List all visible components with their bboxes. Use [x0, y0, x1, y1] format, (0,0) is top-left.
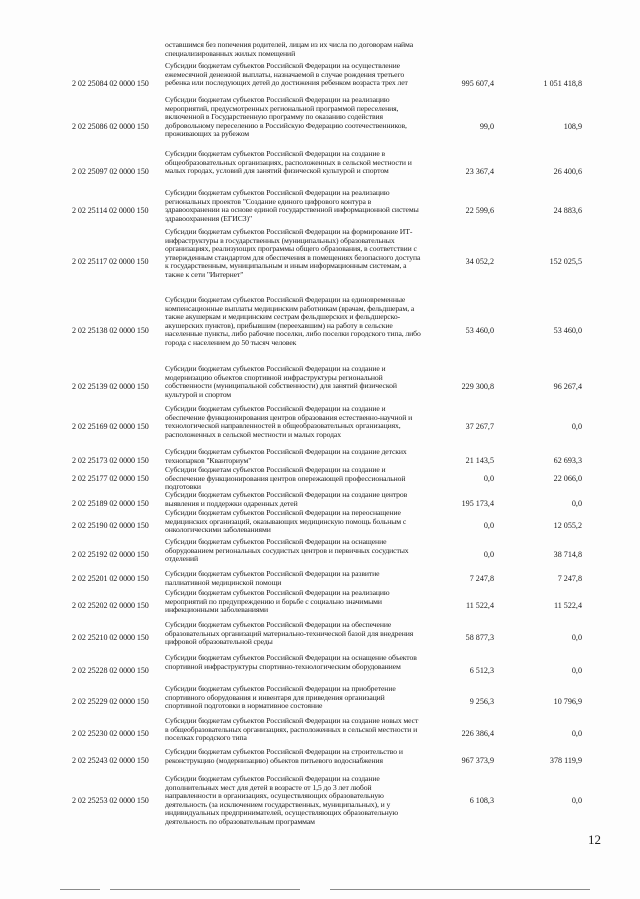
budget-code: 2 02 25086 02 0000 150 — [72, 122, 149, 131]
amount-year-2: 38 714,8 — [553, 550, 582, 559]
amount-year-1: 226 386,4 — [461, 729, 494, 738]
subsidy-description: Субсидии бюджетам субъектов Российской Федерации на строительство и реконструкцию (модернизацию) объектов питьевого водоснабжения — [165, 747, 403, 765]
subsidy-description: Субсидии бюджетам субъектов Российской Федерации на переоснащение медицинских организаций, оказывающих медицинскую помощь больным с онкологическими заболеваниями — [165, 508, 407, 535]
amount-year-2: 11 522,4 — [553, 601, 582, 610]
budget-code: 2 02 25117 02 0000 150 — [72, 257, 149, 266]
amount-year-2: 22 066,0 — [553, 474, 582, 483]
subsidy-description: Субсидии бюджетам субъектов Российской Федерации на создание и модернизацию объектов спортивной инфраструктуры региональной собственности (муниципальной собственности) для занятий физической культурой и спортом — [165, 364, 397, 399]
subsidy-description: Субсидии бюджетам субъектов Российской Федерации на оснащение оборудованием региональных сосудистых центров и первичных сосудистых отделений — [165, 537, 409, 564]
budget-code: 2 02 25229 02 0000 150 — [72, 697, 149, 706]
amount-year-2: 62 693,3 — [553, 456, 582, 465]
table-row — [0, 228, 640, 296]
budget-code: 2 02 25169 02 0000 150 — [72, 422, 149, 431]
table-row — [0, 150, 640, 193]
subsidy-description: Субсидии бюджетам субъектов Российской Федерации на развитие паллиативной медицинской помощи — [165, 569, 380, 587]
amount-year-2: 0,0 — [571, 729, 582, 738]
table-row — [0, 538, 640, 572]
amount-year-2: 0,0 — [571, 499, 582, 508]
page-number: 12 — [588, 832, 601, 847]
budget-code: 2 02 25138 02 0000 150 — [72, 326, 149, 335]
subsidy-description: Субсидии бюджетам субъектов Российской Федерации на приобретение спортивного оборудования и инвентаря для приведения организаций спортивной подготовки в нормативное состояние — [165, 684, 396, 711]
scan-artifact-line — [60, 889, 100, 890]
budget-code: 2 02 25189 02 0000 150 — [72, 499, 149, 508]
subsidy-description: Субсидии бюджетам субъектов Российской Федерации на создание в общеобразовательных организациях, расположенных в сельской местности и малых городах, условий для занятий физической культурой и спортом — [165, 149, 412, 176]
table-row — [0, 654, 640, 688]
amount-year-1: 195 173,4 — [461, 499, 494, 508]
amount-year-2: 96 267,4 — [553, 382, 582, 391]
table-row — [0, 466, 640, 492]
amount-year-2: 0,0 — [571, 666, 582, 675]
subsidy-description: Субсидии бюджетам субъектов Российской Федерации на единовременные компенсационные выплаты медицинским работникам (врачам, фельдшерам, а также акушеркам и медицинским сестрам фельдшерских и фельдшерско-акушерских пунктов), прибывшим (переехавшим) на работу в сельские населенные пункты, либо рабочие поселки, либо поселки городского типа, либо города с населением до 50 тысяч человек — [165, 295, 421, 347]
amount-year-2: 12 055,2 — [553, 521, 582, 530]
amount-year-1: 99,0 — [479, 122, 494, 131]
amount-year-1: 23 367,4 — [465, 167, 494, 176]
amount-year-1: 967 373,9 — [461, 756, 494, 765]
amount-year-2: 378 119,9 — [549, 756, 582, 765]
amount-year-2: 53 460,0 — [553, 326, 582, 335]
budget-code: 2 02 25253 02 0000 150 — [72, 796, 149, 805]
amount-year-1: 7 247,8 — [469, 574, 494, 583]
amount-year-1: 229 300,8 — [461, 382, 494, 391]
amount-year-1: 6 512,3 — [469, 666, 494, 675]
amount-year-2: 26 400,6 — [553, 167, 582, 176]
table-row — [0, 621, 640, 655]
amount-year-1: 0,0 — [483, 521, 494, 530]
amount-year-2: 7 247,8 — [557, 574, 582, 583]
amount-year-1: 22 599,6 — [465, 206, 494, 215]
amount-year-1: 37 267,7 — [465, 422, 494, 431]
table-row — [0, 189, 640, 232]
budget-code: 2 02 25230 02 0000 150 — [72, 729, 149, 738]
budget-code: 2 02 25177 02 0000 150 — [72, 474, 149, 483]
subsidy-description: Субсидии бюджетам субъектов Российской Федерации на создание новых мест в общеобразовательных организациях, расположенных в сельской местности и поселках городского типа — [165, 716, 419, 743]
amount-year-2: 10 796,9 — [553, 697, 582, 706]
subsidy-description: Субсидии бюджетам субъектов Российской Федерации на создание дополнительных мест для детей в возрасте от 1,5 до 3 лет любой направленности в организациях, осуществляющих образовательную деятельность (за исключением государственных, муниципальных), и у индивидуальных предпринимателей, осуществляющих образовательную деятельность по образовательным программам — [165, 774, 399, 826]
amount-year-2: 24 883,6 — [553, 206, 582, 215]
table-row — [0, 570, 640, 587]
amount-year-2: 108,9 — [563, 122, 582, 131]
table-row — [0, 748, 640, 774]
amount-year-1: 9 256,3 — [469, 697, 494, 706]
amount-year-1: 6 108,3 — [469, 796, 494, 805]
table-row — [0, 685, 640, 719]
table-row — [0, 717, 640, 751]
amount-year-2: 152 025,5 — [549, 257, 582, 266]
budget-code: 2 02 25201 02 0000 150 — [72, 574, 149, 583]
subsidy-description: Субсидии бюджетам субъектов Российской Федерации на осуществление ежемесячной денежной выплаты, назначаемой в случае рождения третьего ребенка или последующих детей до достижения ребенком возраста трех лет — [165, 61, 408, 88]
subsidy-description: Субсидии бюджетам субъектов Российской Федерации на реализацию мероприятий, предусмотренных региональной программой переселения, включенной в Государственную программу по оказанию содействия добровольному переселению в Российскую Федерацию соотечественников, проживающих за рубежом — [165, 95, 407, 139]
amount-year-1: 995 607,4 — [461, 79, 494, 88]
budget-code: 2 02 25210 02 0000 150 — [72, 633, 149, 642]
table-row — [0, 296, 640, 365]
amount-year-1: 0,0 — [483, 474, 494, 483]
budget-code: 2 02 25084 02 0000 150 — [72, 79, 149, 88]
subsidy-description: Субсидии бюджетам субъектов Российской Федерации на реализацию региональных проектов "Создание единого цифрового контура в здравоохранении на основе единой государственной информационной системы здравоохранения (ЕГИСЗ)" — [165, 188, 419, 223]
table-row — [0, 405, 640, 448]
amount-year-1: 58 877,3 — [465, 633, 494, 642]
budget-code: 2 02 25243 02 0000 150 — [72, 756, 149, 765]
budget-code: 2 02 25192 02 0000 150 — [72, 550, 149, 559]
budget-code: 2 02 25190 02 0000 150 — [72, 521, 149, 530]
amount-year-2: 0,0 — [571, 633, 582, 642]
budget-code: 2 02 25114 02 0000 150 — [72, 206, 149, 215]
amount-year-1: 11 522,4 — [465, 601, 494, 610]
budget-code: 2 02 25139 02 0000 150 — [72, 382, 149, 391]
scan-artifact-line — [330, 889, 590, 890]
budget-code: 2 02 25202 02 0000 150 — [72, 601, 149, 610]
subsidy-description: Субсидии бюджетам субъектов Российской Федерации на создание центров выявления и поддержки одаренных детей — [165, 490, 408, 508]
budget-code: 2 02 25228 02 0000 150 — [72, 666, 149, 675]
subsidy-description: Субсидии бюджетам субъектов Российской Федерации на оснащение объектов спортивной инфраструктуры спортивно-технологическим оборудованием — [165, 653, 417, 671]
amount-year-2: 1 051 418,8 — [543, 79, 582, 88]
table-row — [0, 589, 640, 623]
table-row — [0, 775, 640, 827]
amount-year-1: 53 460,0 — [465, 326, 494, 335]
subsidy-description: Субсидии бюджетам субъектов Российской Федерации на создание и обеспечение функционирования центров образования естественно-научной и технологической направленностей в общеобразовательных организациях, расположенных в сельской местности и малых городах — [165, 404, 413, 439]
continuation-text: оставшимся без попечения родителей, лицам из их числа по договорам найма специализированных жилых помещений — [165, 40, 414, 58]
budget-code: 2 02 25173 02 0000 150 — [72, 456, 149, 465]
subsidy-description: Субсидии бюджетам субъектов Российской Федерации на обеспечение образовательных организаций материально-технической базой для внедрения цифровой образовательной среды — [165, 620, 414, 647]
amount-year-2: 0,0 — [571, 796, 582, 805]
subsidy-description: Субсидии бюджетам субъектов Российской Федерации на формирование ИТ-инфраструктуры в государственных (муниципальных) образовательных организациях, реализующих программы общего образования, в соответствии с утвержденным стандартом для обеспечения в помещениях безопасного доступа к государственным, муниципальным и иным информационным системам, а также к сети "Интернет" — [165, 227, 421, 279]
amount-year-1: 0,0 — [483, 550, 494, 559]
amount-year-2: 0,0 — [571, 422, 582, 431]
budget-code: 2 02 25097 02 0000 150 — [72, 167, 149, 176]
scan-artifact-line — [110, 889, 300, 890]
subsidy-description: Субсидии бюджетам субъектов Российской Федерации на создание детских технопарков "Кванториум" — [165, 447, 407, 465]
amount-year-1: 34 052,2 — [465, 257, 494, 266]
subsidy-description: Субсидии бюджетам субъектов Российской Федерации на создание и обеспечение функционирования центров опережающей профессиональной подготовки — [165, 465, 406, 492]
amount-year-1: 21 143,5 — [465, 456, 494, 465]
table-row — [0, 365, 640, 408]
subsidy-description: Субсидии бюджетам субъектов Российской Федерации на реализацию мероприятий по предупреждению и борьбе с социально значимыми инфекционными заболеваниями — [165, 588, 390, 615]
